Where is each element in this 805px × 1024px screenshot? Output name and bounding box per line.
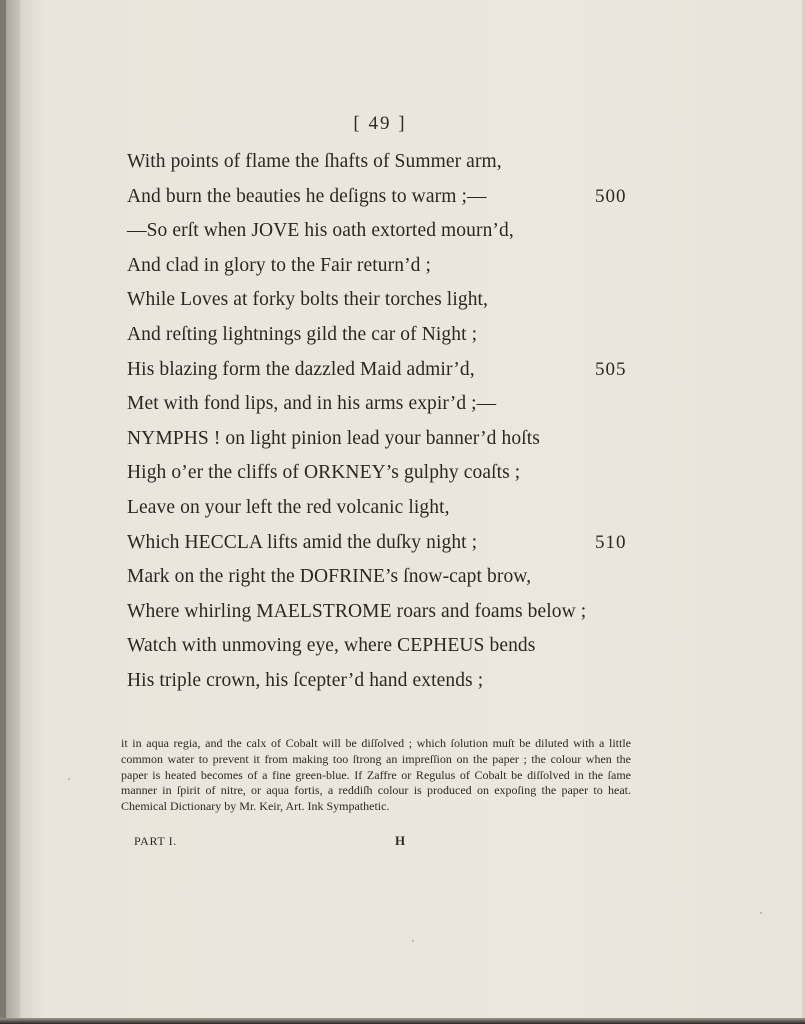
signature-letter: H	[395, 833, 406, 848]
verse-line: While Loves at forky bolts their torches light,	[127, 289, 489, 310]
verse-line: And reſting lightnings gild the car of Night ;	[127, 324, 478, 345]
paper-speck	[412, 940, 414, 942]
signature-part: PART I.	[134, 834, 177, 848]
verse-line: With points of flame the ſhafts of Summer arm,	[127, 151, 502, 172]
line-number: 500	[595, 186, 627, 207]
verse-line: And clad in glory to the Fair return’d ;	[127, 255, 432, 276]
page-number: [ 49 ]	[353, 113, 407, 134]
verse-line: Which HECCLA lifts amid the duſky night ;	[127, 532, 478, 553]
binding-edge	[0, 0, 6, 1024]
verse-line: His blazing form the dazzled Maid admir’d,	[127, 359, 475, 380]
paper-speck	[68, 778, 70, 780]
verse-line: High o’er the cliffs of ORKNEY’s gulphy coaſts ;	[127, 462, 521, 483]
verse-line: And burn the beauties he deſigns to warm ;—	[127, 186, 487, 207]
verse-line: His triple crown, his ſcepter’d hand extends ;	[127, 670, 484, 691]
verse-line: Watch with unmoving eye, where CEPHEUS bends	[127, 635, 536, 656]
verse-line: NYMPHS ! on light pinion lead your banner’d hoſts	[127, 428, 540, 449]
verse-line: Mark on the right the DOFRINE’s ſnow-capt brow,	[127, 566, 532, 587]
paper-speck	[760, 912, 762, 914]
verse-line: Leave on your left the red volcanic light,	[127, 497, 450, 518]
line-number: 510	[595, 532, 627, 553]
footnote	[121, 736, 631, 815]
verse-line: —So erſt when JOVE his oath extorted mourn’d,	[127, 220, 514, 241]
line-number: 505	[595, 359, 627, 380]
verse-line: Where whirling MAELSTROME roars and foams below ;	[127, 601, 587, 622]
page-bottom-edge	[0, 1018, 805, 1024]
footnote-text: it in aqua regia, and the calx of Cobalt will be diſſolved ; which ſolution muſt be diluted with a little common water to prevent it from making too ſtrong an impreſſion on the paper ; the colour when the paper is heated becomes of a fine green-blue. If Zaffre or Regulus of Cobalt be diſſolved in the ſame manner in ſpirit of nitre, or aqua fortis, a reddiſh colour is produced on expoſing the paper to heat. Chemical Dictionary by Mr. Keir, Art. Ink Sympathetic.	[121, 736, 631, 814]
verse-line: Met with fond lips, and in his arms expir’d ;—	[127, 393, 497, 414]
